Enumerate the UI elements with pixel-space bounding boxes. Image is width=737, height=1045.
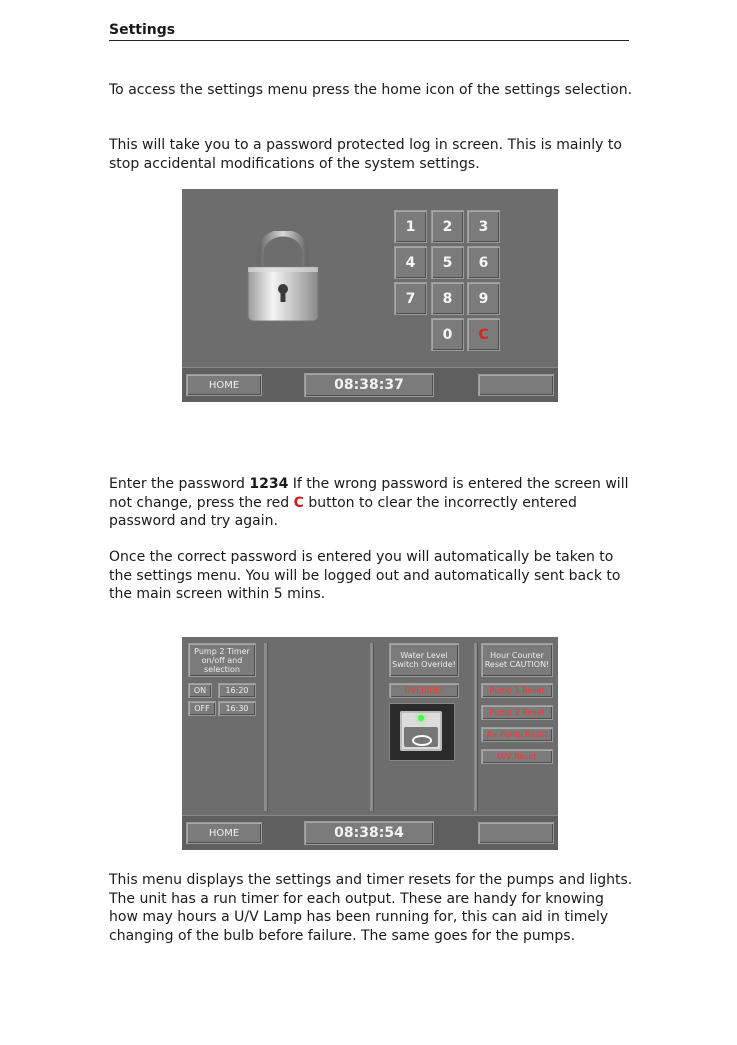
column-divider: [370, 643, 373, 811]
keypad-key-8[interactable]: 8: [431, 282, 464, 315]
login-explanation-paragraph: This will take you to a password protected log in screen. This is mainly to stop accidental modifications of the system settings.: [109, 137, 622, 172]
air-pump-reset-button[interactable]: Air Pump Reset: [481, 727, 553, 742]
password-text-before: Enter the password: [109, 476, 250, 492]
column-divider: [474, 643, 477, 811]
login-footer-bar: [182, 367, 558, 402]
keypad-key-4[interactable]: 4: [394, 246, 427, 279]
keypad-key-6[interactable]: 6: [467, 246, 500, 279]
blank-footer-button[interactable]: [478, 374, 554, 396]
pump1-reset-button[interactable]: Pump 1 Reset: [481, 683, 553, 698]
home-button[interactable]: HOME: [186, 822, 262, 844]
clock-display: 08:38:37: [304, 373, 434, 397]
on-time-field[interactable]: 16:20: [218, 683, 256, 698]
page-heading: Settings: [109, 22, 629, 41]
keypad-key-7[interactable]: 7: [394, 282, 427, 315]
uv-reset-button[interactable]: U/V Reset: [481, 749, 553, 764]
keypad-key-9[interactable]: 9: [467, 282, 500, 315]
password-text-after: button to clear the incorrectly entered password and try again.: [109, 494, 577, 529]
keypad-key-3[interactable]: 3: [467, 210, 500, 243]
keypad-key-0[interactable]: 0: [431, 318, 464, 351]
clear-key-mention: C: [293, 494, 304, 511]
menu-description-paragraph: This menu displays the settings and timer resets for the pumps and lights. The unit has a run timer for each output. These are handy for knowing how may hours a U/V Lamp has been running for, this can aid in timely changing of the bulb before failure. The same goes for the pumps.: [109, 872, 633, 944]
timer-off-button[interactable]: OFF: [188, 701, 216, 716]
keypad-key-2[interactable]: 2: [431, 210, 464, 243]
home-button[interactable]: HOME: [186, 374, 262, 396]
clock-display: 08:38:54: [304, 821, 434, 845]
timer-on-button[interactable]: ON: [188, 683, 212, 698]
keypad-key-1[interactable]: 1: [394, 210, 427, 243]
settings-footer-bar: [182, 815, 558, 850]
status-led-icon: [418, 715, 424, 721]
login-screen-panel: [182, 189, 558, 402]
pump2-reset-button[interactable]: Pump 2 Reset: [481, 705, 553, 720]
hour-counter-title: Hour Counter Reset CAUTION!: [481, 643, 553, 677]
password-text-middle: If the wrong password is entered the screen will not change, press the red: [109, 476, 629, 511]
column-divider: [264, 643, 267, 811]
logout-info-paragraph: Once the correct password is entered you will automatically be taken to the settings menu. You will be logged out and automatically sent back to the main screen within 5 mins.: [109, 549, 621, 602]
off-time-field[interactable]: 16:30: [218, 701, 256, 716]
keypad-key-5[interactable]: 5: [431, 246, 464, 279]
settings-screen-panel: [182, 637, 558, 850]
pump2-timer-title: Pump 2 Timer on/off and selection: [188, 643, 256, 677]
password-instructions-paragraph: [109, 475, 634, 531]
password-value: 1234: [249, 476, 289, 492]
override-button[interactable]: OVERIDE!: [389, 683, 459, 698]
keypad-clear-button[interactable]: C: [467, 318, 500, 351]
toggle-switch-icon[interactable]: [389, 703, 455, 761]
blank-footer-button[interactable]: [478, 822, 554, 844]
water-level-title: Water Level Switch Overide!: [389, 643, 459, 677]
intro-paragraph: To access the settings menu press the home icon of the settings selection.: [109, 82, 633, 98]
padlock-icon: [246, 231, 320, 323]
